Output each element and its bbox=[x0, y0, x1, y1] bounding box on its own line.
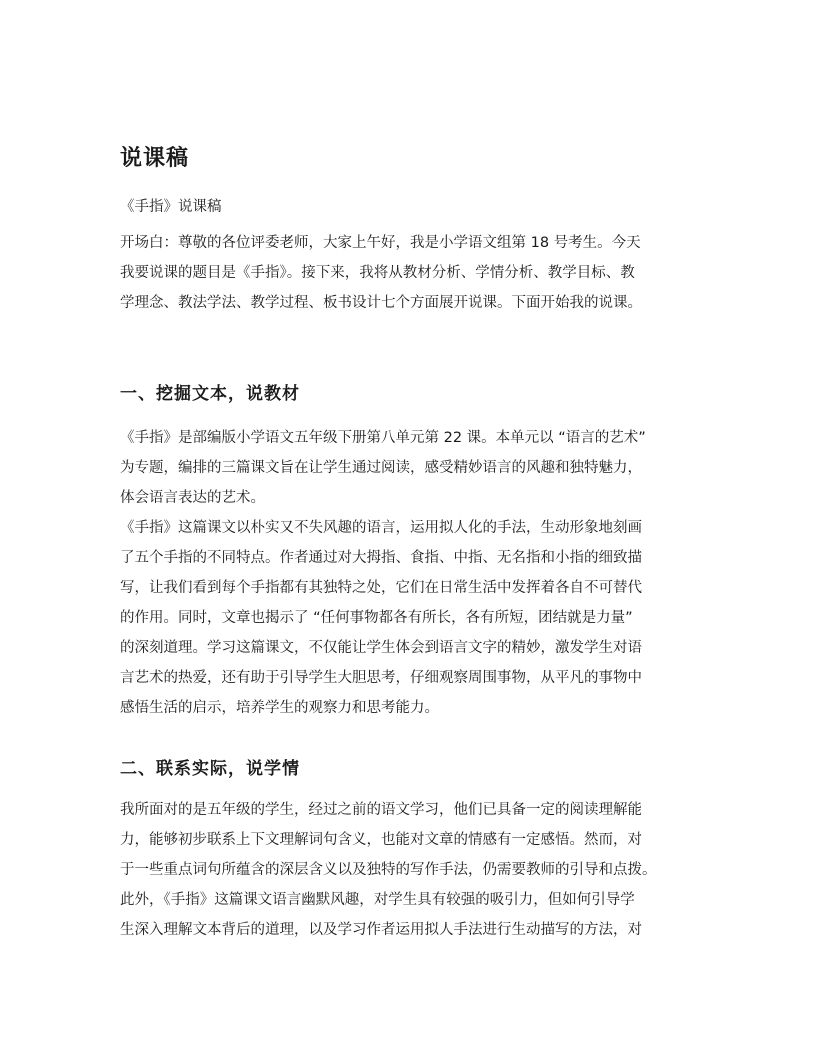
intro-line: 我要说课的题目是《手指》。接下来，我将从教材分析、学情分析、教学目标、教 bbox=[120, 265, 635, 281]
section2-line: 生深入理解文本背后的道理，以及学习作者运用拟人手法进行生动描写的方法，对 bbox=[120, 922, 642, 938]
subtitle-text: 《手指》说课稿 bbox=[120, 199, 222, 215]
section1-line: 感悟生活的启示，培养学生的观察力和思考能力。 bbox=[120, 700, 439, 716]
intro-paragraph bbox=[120, 228, 720, 318]
intro-line: 开场白：尊敬的各位评委老师，大家上午好，我是小学语文组第 18 号考生。今天 bbox=[120, 235, 641, 251]
section1-line: 的深刻道理。学习这篇课文，不仅能让学生体会到语言文字的精妙，激发学生对语 bbox=[120, 640, 642, 656]
section2-line: 于一些重点词句所蕴含的深层含义以及独特的写作手法，仍需要教师的引导和点拨。 bbox=[120, 862, 657, 878]
section2-heading: 二、联系实际，说学情 bbox=[120, 759, 300, 779]
intro-line: 学理念、教法学法、教学过程、板书设计七个方面展开说课。下面开始我的说课。 bbox=[120, 295, 642, 311]
section2-line: 此外，《手指》这篇课文语言幽默风趣，对学生具有较强的吸引力，但如何引导学 bbox=[120, 892, 635, 908]
page-title: 说课稿 bbox=[120, 146, 190, 171]
section2-body bbox=[120, 795, 720, 945]
section1-line: 《手指》是部编版小学语文五年级下册第八单元第 22 课。本单元以 “语言的艺术” bbox=[120, 430, 646, 446]
section1-line: 言艺术的热爱，还有助于引导学生大胆思考，仔细观察周围事物，从平凡的事物中 bbox=[120, 670, 642, 686]
section1-line: 写，让我们看到每个手指都有其独特之处，它们在日常生活中发挥着各自不可替代 bbox=[120, 580, 642, 596]
section1-heading: 一、挖掘文本，说教材 bbox=[120, 384, 300, 404]
subtitle bbox=[120, 192, 720, 222]
section2-line: 力，能够初步联系上下文理解词句含义，也能对文章的情感有一定感悟。然而，对 bbox=[120, 832, 642, 848]
section2-line: 我所面对的是五年级的学生，经过之前的语文学习，他们已具备一定的阅读理解能 bbox=[120, 802, 642, 818]
section1-line: 为专题，编排的三篇课文旨在让学生通过阅读，感受精妙语言的风趣和独特魅力， bbox=[120, 460, 642, 476]
section1-line: 《手指》这篇课文以朴实又不失风趣的语言，运用拟人化的手法，生动形象地刻画 bbox=[120, 520, 642, 536]
section1-line: 体会语言表达的艺术。 bbox=[120, 490, 265, 506]
section1-body bbox=[120, 423, 720, 723]
section1-line: 的作用。同时，文章也揭示了 “任何事物都各有所长，各有所短，团结就是力量” bbox=[120, 610, 633, 626]
section1-line: 了五个手指的不同特点。作者通过对大拇指、食指、中指、无名指和小指的细致描 bbox=[120, 550, 642, 566]
